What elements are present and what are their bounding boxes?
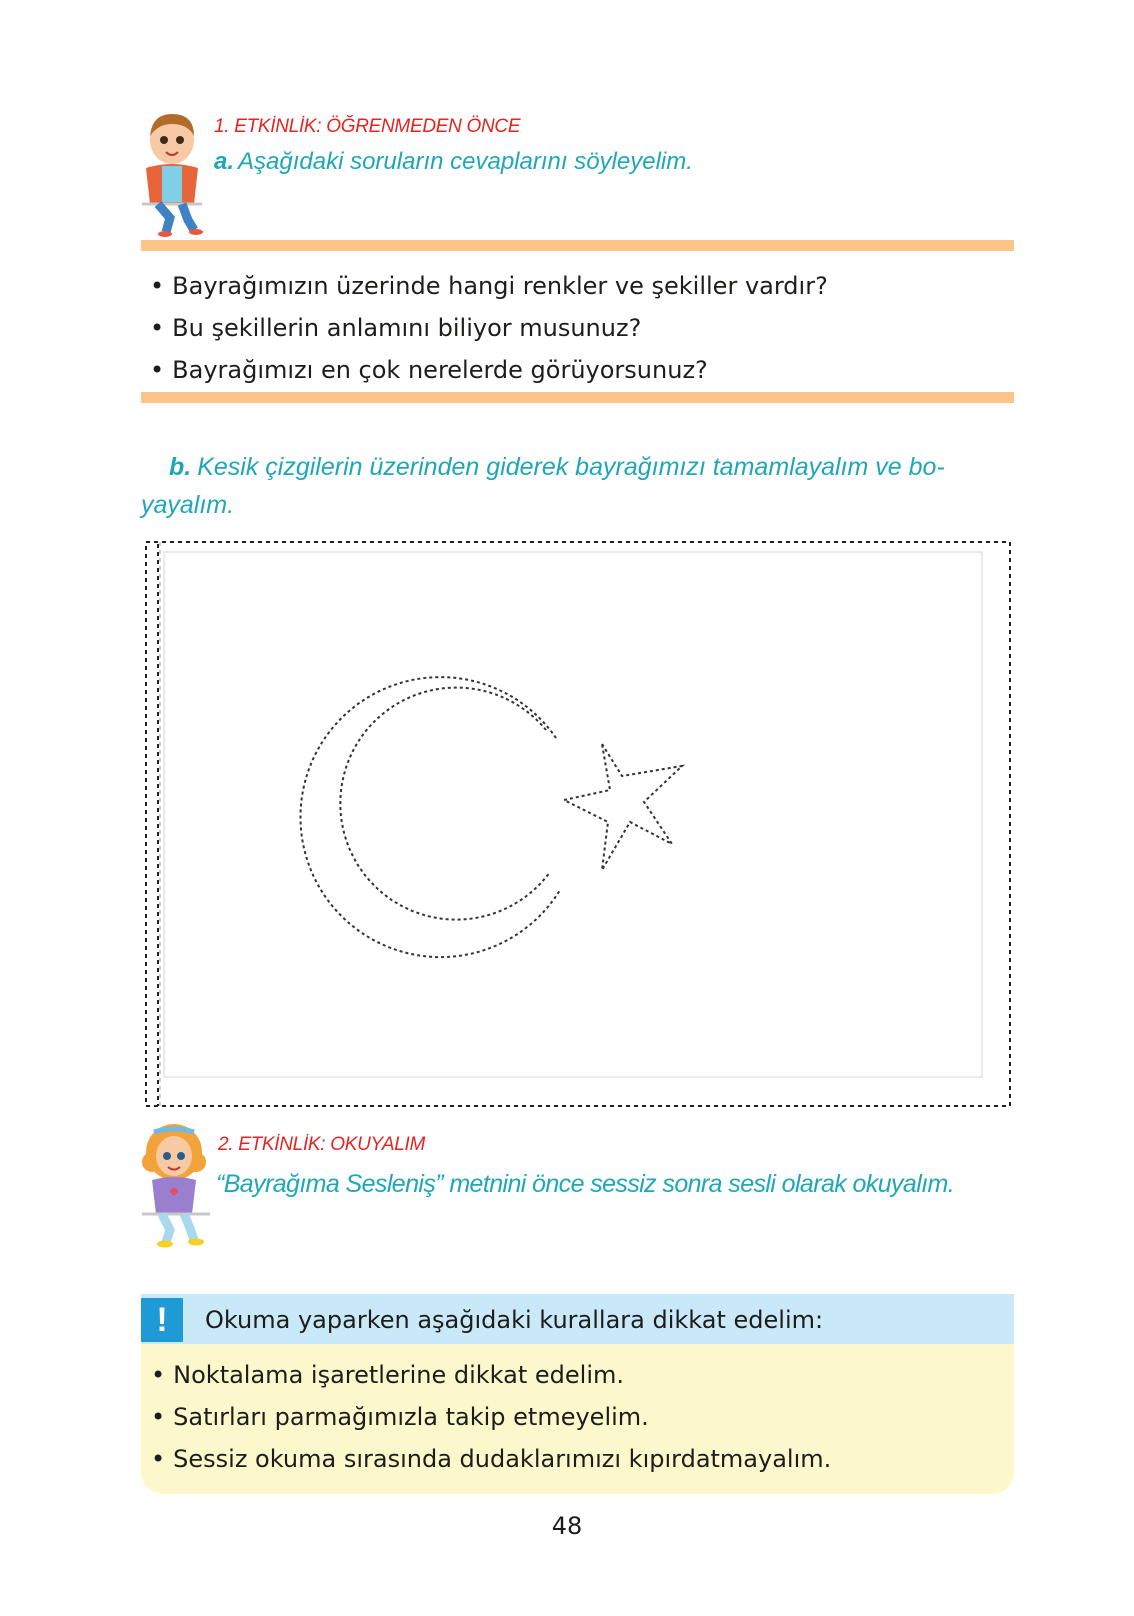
activity-1-part-b — [141, 448, 1016, 524]
question-item: • Bu şekillerin anlamını biliyor musunuz? — [150, 307, 828, 349]
girl-character-illustration — [134, 1122, 216, 1252]
question-item: • Bayrağımızı en çok nerelerde görüyorsunuz? — [150, 349, 828, 391]
activity-1-heading: 1. ETKİNLİK: ÖĞRENMEDEN ÖNCE — [214, 116, 521, 137]
question-item: • Bayrağımızın üzerinde hangi renkler ve şekiller vardır? — [150, 265, 828, 307]
crescent-inner — [340, 688, 550, 920]
reading-rules-title: Okuma yaparken aşağıdaki kurallara dikkat edelim: — [205, 1306, 824, 1334]
exclamation-icon: ! — [141, 1298, 183, 1342]
crescent-outer — [300, 677, 560, 957]
part-b-line-2: yayalım. — [141, 491, 235, 519]
reading-rules-box — [141, 1294, 1014, 1494]
star-outline — [564, 744, 682, 870]
activity-2-instruction: “Bayrağıma Sesleniş” metnini önce sessiz sonra sesli olarak okuyalım. — [216, 1170, 955, 1198]
orange-divider-top — [141, 240, 1014, 251]
part-b-text-1: Kesik çizgilerin üzerinden giderek bayrağımızı tamamlayalım ve bo- — [197, 453, 945, 481]
reading-rules-list — [151, 1354, 831, 1480]
reading-rules-header — [141, 1294, 1014, 1344]
question-list — [150, 265, 828, 391]
part-a-text: Aşağıdaki soruların cevaplarını söyleyelim. — [238, 148, 693, 175]
rule-item: • Sessiz okuma sırasında dudaklarımızı kıpırdatmayalım. — [151, 1438, 831, 1480]
activity-1-part-a — [214, 148, 693, 176]
boy-character-illustration — [132, 108, 212, 238]
activity-2-heading: 2. ETKİNLİK: OKUYALIM — [218, 1134, 425, 1155]
rule-item: • Satırları parmağımızla takip etmeyelim. — [151, 1396, 831, 1438]
orange-divider-bottom — [141, 392, 1014, 403]
flag-tracing-area — [144, 540, 1012, 1110]
part-a-letter: a. — [214, 148, 235, 175]
flag-outline — [146, 542, 1010, 1106]
part-b-line-1 — [141, 448, 1016, 486]
rule-item: • Noktalama işaretlerine dikkat edelim. — [151, 1354, 831, 1396]
part-b-letter: b. — [169, 453, 192, 481]
page-number: 48 — [551, 1512, 583, 1540]
